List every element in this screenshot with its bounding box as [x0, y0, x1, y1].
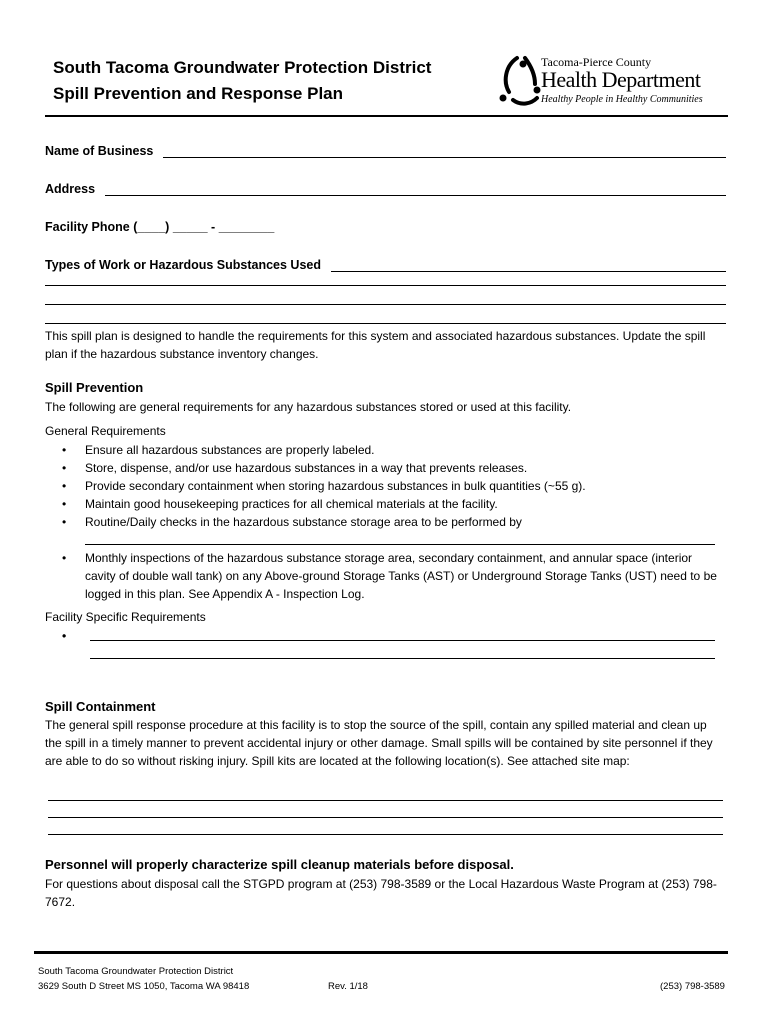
list-item: • Provide secondary containment when storing hazardous substances in bulk quantities (~55 g). [45, 477, 725, 495]
logo-tagline: Healthy People in Healthy Communities [541, 94, 703, 105]
footer-revision: Rev. 1/18 [328, 981, 368, 992]
general-requirements-list [45, 441, 725, 531]
types-of-work-line-3[interactable] [45, 304, 726, 305]
list-item: • Ensure all hazardous substances are properly labeled. [45, 441, 725, 459]
types-of-work-field[interactable] [45, 252, 726, 272]
logo-mark-icon [495, 52, 543, 110]
types-of-work-line[interactable] [331, 257, 726, 272]
document-title [53, 55, 431, 107]
types-of-work-label: Types of Work or Hazardous Substances Used [45, 258, 321, 272]
list-item: • Routine/Daily checks in the hazardous substance storage area to be performed by [45, 513, 725, 531]
types-of-work-line-2[interactable] [45, 285, 726, 286]
spill-prevention-heading: Spill Prevention [45, 380, 144, 395]
business-name-line[interactable] [163, 143, 726, 158]
facility-phone-field[interactable] [45, 214, 726, 234]
disposal-text: For questions about disposal call the STGPD program at (253) 798-3589 or the Local Hazardous Waste Program at (253) 798-7672. [45, 877, 717, 909]
list-item: • Store, dispense, and/or use hazardous substances in a way that prevents releases. [45, 459, 725, 477]
types-of-work-line-4[interactable] [45, 323, 726, 324]
facility-requirements-label: Facility Specific Requirements [45, 610, 206, 624]
title-line-2: Spill Prevention and Response Plan [53, 84, 344, 103]
facility-requirement-line-1[interactable] [90, 640, 715, 641]
title-line-1: South Tacoma Groundwater Protection District [53, 58, 432, 77]
address-line[interactable] [105, 181, 726, 196]
logo-department-text: Health Department [541, 67, 701, 92]
address-label: Address [45, 182, 96, 196]
facility-requirement-line-2[interactable] [90, 658, 715, 659]
list-item: • Monthly inspections of the hazardous substance storage area, secondary containment, and annular space (interior cavity of double wall tank) on any Above-ground Storage Tanks (AST) or Underground Storage Tanks (UST) need to be logged in this plan. See Appendix A - Inspection Log. [45, 549, 725, 603]
logo-county-text: Tacoma-Pierce County [541, 55, 652, 69]
spill-kit-location-line-3[interactable] [48, 834, 723, 835]
monthly-inspection-list [45, 549, 725, 603]
footer-phone: (253) 798-3589 [660, 981, 725, 992]
facility-phone-label: Facility Phone (____) _____ - ________ [45, 220, 275, 234]
spill-prevention-text: The following are general requirements for any hazardous substances stored or used at this facility. [45, 400, 572, 414]
spill-kit-location-line-2[interactable] [48, 817, 723, 818]
business-name-field[interactable] [45, 138, 726, 158]
footer-left [38, 964, 249, 994]
business-name-label: Name of Business [45, 144, 154, 158]
footer-rule [34, 951, 728, 954]
disposal-heading: Personnel will properly characterize spill cleanup materials before disposal. [45, 857, 514, 872]
routine-checks-line[interactable] [85, 544, 715, 545]
footer-org: South Tacoma Groundwater Protection District [38, 966, 234, 977]
spill-containment-text: The general spill response procedure at this facility is to stop the source of the spill, contain any spilled material and clean up the spill in a timely manner to prevent accidental injury or other damage. Small spills will be contained by site personnel if they are able to do so without risking injury. Spill kits are located at the following location(s). See attached site map: [45, 718, 713, 768]
header-rule [45, 115, 728, 117]
spill-containment-heading: Spill Containment [45, 699, 156, 714]
spill-kit-location-line-1[interactable] [48, 800, 723, 801]
intro-paragraph: This spill plan is designed to handle the requirements for this system and associated hazardous substances. Update the spill plan if the hazardous substance inventory changes. [45, 329, 706, 361]
list-item: • Maintain good housekeeping practices for all chemical materials at the facility. [45, 495, 725, 513]
general-requirements-label: General Requirements [45, 424, 166, 438]
health-department-logo [495, 52, 727, 110]
footer-address: 3629 South D Street MS 1050, Tacoma WA 98418 [38, 981, 250, 992]
address-field[interactable] [45, 176, 726, 196]
